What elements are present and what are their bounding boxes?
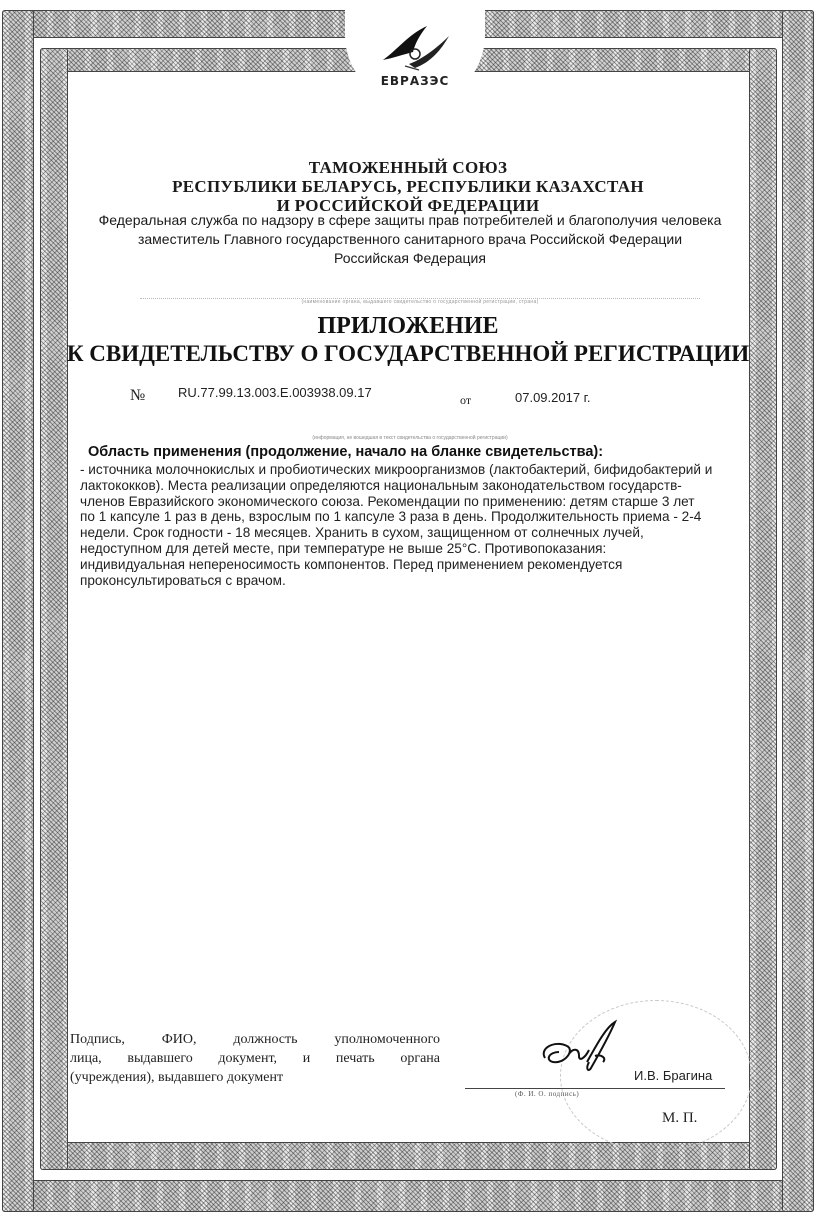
annex-title (0, 313, 816, 367)
registration-row (130, 385, 690, 407)
scope-line: недоступном для детей месте, при температуре не выше 25°С. Противопоказания: (80, 540, 607, 556)
agency-caption: (наименование органа, выдавшего свидетельство о государственной регистрации, страна) (140, 298, 700, 305)
scope-body (80, 462, 760, 588)
scope-line: лактококков). Места реализации определяются национальным законодательством государств- (80, 477, 682, 493)
scope-line: недели. Срок годности - 18 месяцев. Хранить в сухом, защищенном от солнечных лучей, (80, 525, 644, 541)
annex-title-line2: К СВИДЕТЕЛЬСТВУ О ГОСУДАРСТВЕННОЙ РЕГИСТРАЦИИ (66, 341, 750, 366)
scope-line: - источника молочнокислых и пробиотических микроорганизмов (лактобактерий, бифидобактерий и (80, 462, 713, 477)
decorative-border-outer-bottom (2, 1180, 814, 1212)
agency-line: заместитель Главного государственного санитарного врача Российской Федерации (137, 231, 683, 247)
union-title-line: И РОССИЙСКОЙ ФЕДЕРАЦИИ (276, 196, 540, 215)
signer-name: И.В. Брагина (634, 1068, 713, 1083)
scope-line: членов Евразийского экономического союза. Рекомендации по применению: детям старше 3 лет (80, 493, 695, 509)
emblem (360, 20, 470, 100)
scope-line: индивидуальная непереносимость компонентов. Перед применением рекомендуется (80, 556, 623, 572)
registration-date: 07.09.2017 г. (515, 390, 591, 405)
union-title-line: РЕСПУБЛИКИ БЕЛАРУСЬ, РЕСПУБЛИКИ КАЗАХСТАН (172, 177, 644, 196)
scope-line: проконсультироваться с врачом. (80, 572, 286, 588)
registration-number: RU.77.99.13.003.E.003938.09.17 (178, 385, 372, 400)
agency-line: Российская Федерация (334, 250, 486, 266)
customs-union-title (0, 158, 816, 215)
signature-label (70, 1030, 440, 1087)
signature-line (465, 1088, 725, 1089)
signature-line-caption: (Ф. И. О. подпись) (515, 1090, 580, 1098)
seal-placeholder-label: М. П. (662, 1110, 698, 1126)
number-label: № (130, 387, 146, 404)
signature-label-line: лица, выдавшего документ, и печать органа (70, 1051, 440, 1066)
date-label: от (460, 393, 472, 407)
signature-label-line: Подпись, ФИО, должность уполномоченного (70, 1032, 440, 1047)
signature-label-line: (учреждения), выдавшего документ (70, 1070, 284, 1085)
handwritten-signature-icon (535, 1018, 625, 1078)
scope-title: Область применения (продолжение, начало на бланке свидетельства): (88, 444, 604, 460)
annex-title-line1: ПРИЛОЖЕНИЕ (317, 313, 499, 339)
annex-caption: (информация, не вошедшая в текст свидетельства о государственной регистрации) (312, 435, 508, 441)
scope-line: по 1 капсуле 1 раз в день, взрослым по 1 капсуле 3 раза в день. Продолжительность приема - 2-4 (80, 509, 702, 525)
union-title-line: ТАМОЖЕННЫЙ СОЮЗ (308, 158, 508, 177)
eurasec-bird-emblem-icon (375, 20, 455, 76)
issuing-agency (60, 211, 760, 268)
emblem-label: ЕВРАЗЭС (380, 74, 450, 88)
agency-line: Федеральная служба по надзору в сфере защиты прав потребителей и благополучия человека (98, 212, 722, 228)
